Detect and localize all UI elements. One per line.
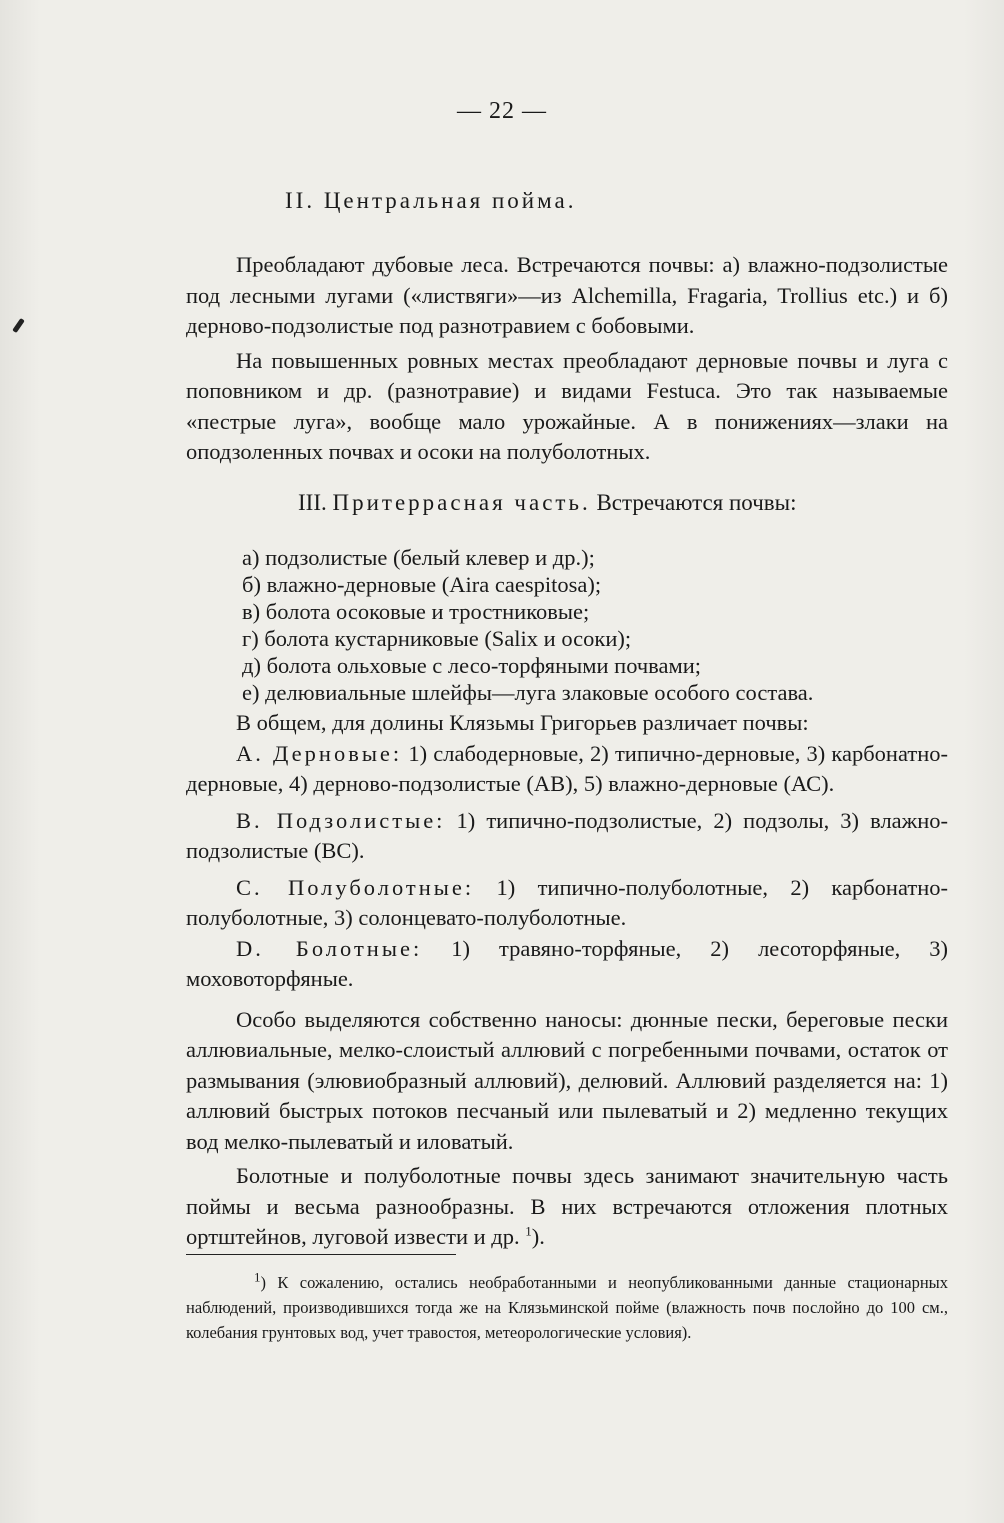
class-c-label: С. Полуболотные: <box>236 874 475 900</box>
list-item: б) влажно-дерновые (Aira caespitosa); <box>242 572 602 597</box>
class-b <box>186 806 948 867</box>
deposits-paragraph: Особо выделяются собственно наносы: дюнные пески, береговые пески аллювиальные, мелко-слоистый аллювий с погребенными почвами, остаток от размывания (элювиобразный аллювий), делювий. Аллювий разделяется на: 1) аллювий быстрых потоков песчаный или пылеватый и 2) медленно текущих вод мелко-пылеватый и иловатый. <box>186 1006 948 1154</box>
list-item: в) болота осоковые и тростниковые; <box>242 599 590 624</box>
section-iii-title: Притеррасная часть. <box>332 490 591 515</box>
section-iii-heading <box>186 488 948 518</box>
section-ii-para-1: Преобладают дубовые леса. Встречаются почвы: а) влажно-подзолистые под лесными лугами («листвяги»—из Alchemilla, Fragaria, Trollius etc.) и б) дерново-подзолистые под разнотравием с бобовыми. <box>186 252 948 338</box>
bog-paragraph <box>186 1161 948 1253</box>
class-d <box>186 934 948 995</box>
class-c <box>186 873 948 934</box>
page-number: — 22 — <box>457 98 547 124</box>
class-a <box>186 739 948 800</box>
footnote <box>186 1270 948 1345</box>
section-ii-para-2: На повышенных ровных местах преобладают дерновые почвы и луга с поповником и др. (разнотравие) и видами Festuca. Это так называемые «пестрые луга», вообще мало урожайные. А в понижениях—злаки на оподзоленных почвах и осоки на полуболотных. <box>186 347 948 464</box>
soil-list <box>186 544 948 706</box>
section-ii-heading: II. Центральная пойма. <box>285 188 577 213</box>
class-a-label: А. Дерновые: <box>236 740 403 766</box>
class-d-label: D. Болотные: <box>236 935 423 961</box>
class-b-label: В. Подзолистые: <box>236 807 446 833</box>
margin-mark <box>12 318 25 333</box>
class-b-text: 1) типично-подзолистые, 2) подзолы, 3) влажно-подзолистые (ВС). <box>186 807 948 863</box>
footnote-text: ) К сожалению, остались необработанными и неопубликованными данные стационарных наблюдений, производившихся тогда же на Клязьминской пойме (влажность почв послойно до 100 см., колебания грунтовых вод, учет травостоя, метеорологические условия). <box>186 1273 948 1342</box>
summary-intro: В общем, для долины Клязьмы Григорьев различает почвы: <box>236 710 809 735</box>
list-item: а) подзолистые (белый клевер и др.); <box>242 545 595 570</box>
soil-list-block <box>186 544 948 1253</box>
list-item: г) болота кустарниковые (Salix и осоки); <box>242 626 632 651</box>
bog-paragraph-text: Болотные и полуболотные почвы здесь занимают значительную часть поймы и весьма разнообразны. В них встречаются отложения плотных ортштейнов, луговой извести и др. <box>186 1163 948 1249</box>
class-d-text: 1) травяно-торфяные, 2) лесоторфяные, 3) моховоторфяные. <box>186 935 948 991</box>
list-item: д) болота ольховые с лесо-торфяными почвами; <box>242 653 702 678</box>
footnote-number: 1 <box>254 1269 261 1285</box>
section-iii-numeral: III. <box>298 490 327 515</box>
class-c-text: 1) типично-полуболотные, 2) карбонатно-полуболотные, 3) солонцевато-полуболотные. <box>186 874 948 930</box>
footnote-ref: 1 <box>525 1223 532 1239</box>
section-ii <box>186 186 948 216</box>
section-iii-heading-rest: Встречаются почвы: <box>596 490 797 515</box>
bog-paragraph-end: ). <box>531 1224 545 1249</box>
class-a-text: 1) слабодерновые, 2) типично-дерновые, 3) карбонатно-дерновые, 4) дерново-подзолистые (АВ), 5) влажно-дерновые (АС). <box>186 740 948 796</box>
list-item: е) делювиальные шлейфы—луга злаковые особого состава. <box>242 680 814 705</box>
section-ii-body <box>186 250 948 468</box>
footnote-divider <box>186 1254 456 1255</box>
